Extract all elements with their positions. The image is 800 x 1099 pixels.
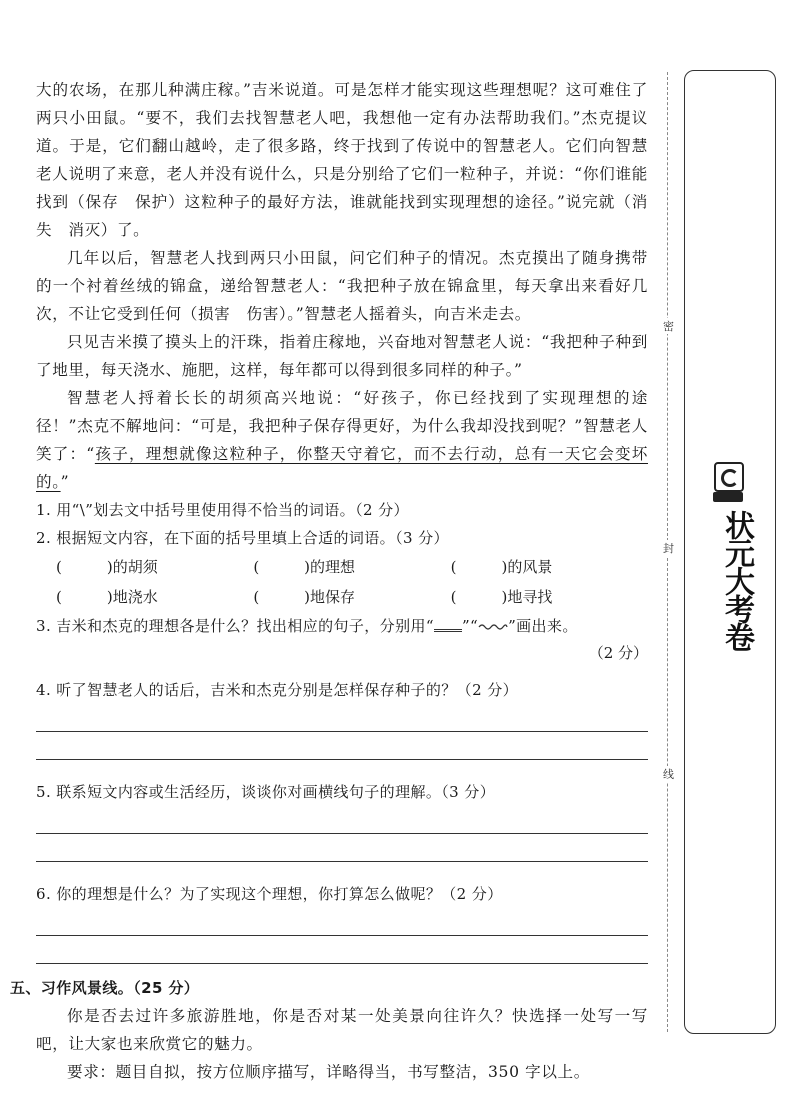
wavy-line-mark <box>478 622 508 632</box>
question-2: 2. 根据短文内容，在下面的括号里填上合适的词语。（3 分） <box>36 529 449 547</box>
answer-line[interactable] <box>36 833 648 834</box>
logo-badge-icon <box>714 462 744 492</box>
binding-label-feng: 封 <box>663 542 674 555</box>
question-3-text-b: ”“ <box>461 617 479 635</box>
question-3-text-a: 3. 吉米和杰克的理想各是什么？找出相应的句子，分别用“ <box>36 617 434 635</box>
question-3-text-c: ”画出来。 <box>508 617 578 635</box>
fill-blank[interactable]: ( )的理想 <box>253 558 356 576</box>
fill-blank[interactable]: ( )的风景 <box>450 558 553 576</box>
question-3 <box>36 612 648 640</box>
answer-line[interactable] <box>36 935 648 936</box>
answer-line[interactable] <box>36 861 648 862</box>
paragraph-4-text: 智慧老人捋着长长的胡须高兴地说：“好孩子，你已经找到了实现理想的途径！”杰克不解地问：“可是，我把种子保存得更好，为什么我却没找到呢？”智慧老人笑了：“ <box>36 389 648 463</box>
passage-paragraph-1: 大的农场，在那儿种满庄稼。”吉米说道。可是怎样才能实现这些理想呢？这可难住了两只小田鼠。“要不，我们去找智慧老人吧，我想他一定有办法帮助我们。”杰克提议道。于是，它们翻山越岭，走了很多路，终于找到了传说中的智慧老人。它们向智慧老人说明了来意，老人并没有说什么，只是分别给了它们一粒种子，并说：“你们谁能找到（保存 保护）这粒种子的最好方法，谁就能找到实现理想的途径。”说完就（消失 消灭）了。 <box>36 81 648 239</box>
paragraph-4-end: ” <box>60 473 70 491</box>
underlined-sentence: 孩子，理想就像这粒种子，你整天守着它，而不去行动，总有一天它会变坏的。 <box>36 445 648 491</box>
fill-blank[interactable]: ( )的胡须 <box>56 558 158 576</box>
brand-logo: 状元大考卷 <box>719 510 754 650</box>
answer-line[interactable] <box>36 759 648 760</box>
passage-paragraph-4 <box>36 384 648 496</box>
section-5-prompt: 你是否去过许多旅游胜地，你是否对某一处美景向往许久？快选择一处写一写吧，让大家也来欣赏它的魅力。 <box>36 1007 648 1053</box>
question-3-score: （2 分） <box>588 644 648 662</box>
fill-blank[interactable]: ( )地寻找 <box>450 588 553 606</box>
fill-blank[interactable]: ( )地保存 <box>253 588 356 606</box>
page-content <box>10 76 648 1086</box>
binding-label-mi: 密 <box>663 320 674 333</box>
passage-paragraph-3: 只见吉米摸了摸头上的汗珠，指着庄稼地，兴奋地对智慧老人说：“我把种子种到了地里，每天浇水、施肥，这样，每年都可以得到很多同样的种子。” <box>36 333 648 379</box>
section-5-requirement: 要求：题目自拟，按方位顺序描写，详略得当，书写整洁，350 字以上。 <box>67 1063 590 1081</box>
question-2-row-1 <box>56 552 648 582</box>
answer-line[interactable] <box>36 731 648 732</box>
passage-paragraph-2: 几年以后，智慧老人找到两只小田鼠，问它们种子的情况。杰克摸出了随身携带的一个衬着丝绒的锦盒，递给智慧老人：“我把种子放在锦盒里，每天拿出来看好几次，不让它受到任何（损害 伤害）。”智慧老人摇着头，向吉米走去。 <box>36 249 648 323</box>
binding-label-xian: 线 <box>663 768 674 781</box>
double-line-mark <box>434 623 462 632</box>
answer-line[interactable] <box>36 963 648 964</box>
question-4: 4. 听了智慧老人的话后，吉米和杰克分别是怎样保存种子的？（2 分） <box>36 681 518 699</box>
question-5: 5. 联系短文内容或生活经历，谈谈你对画横线句子的理解。（3 分） <box>36 783 496 801</box>
logo-sub-bar <box>713 492 743 502</box>
fill-blank[interactable]: ( )地浇水 <box>56 588 158 606</box>
question-2-row-2 <box>56 582 648 612</box>
section-5-title: 五、习作风景线。（25 分） <box>10 979 200 997</box>
question-6: 6. 你的理想是什么？为了实现这个理想，你打算怎么做呢？（2 分） <box>36 885 503 903</box>
question-1: 1. 用“\”划去文中括号里使用得不恰当的词语。（2 分） <box>36 501 409 519</box>
